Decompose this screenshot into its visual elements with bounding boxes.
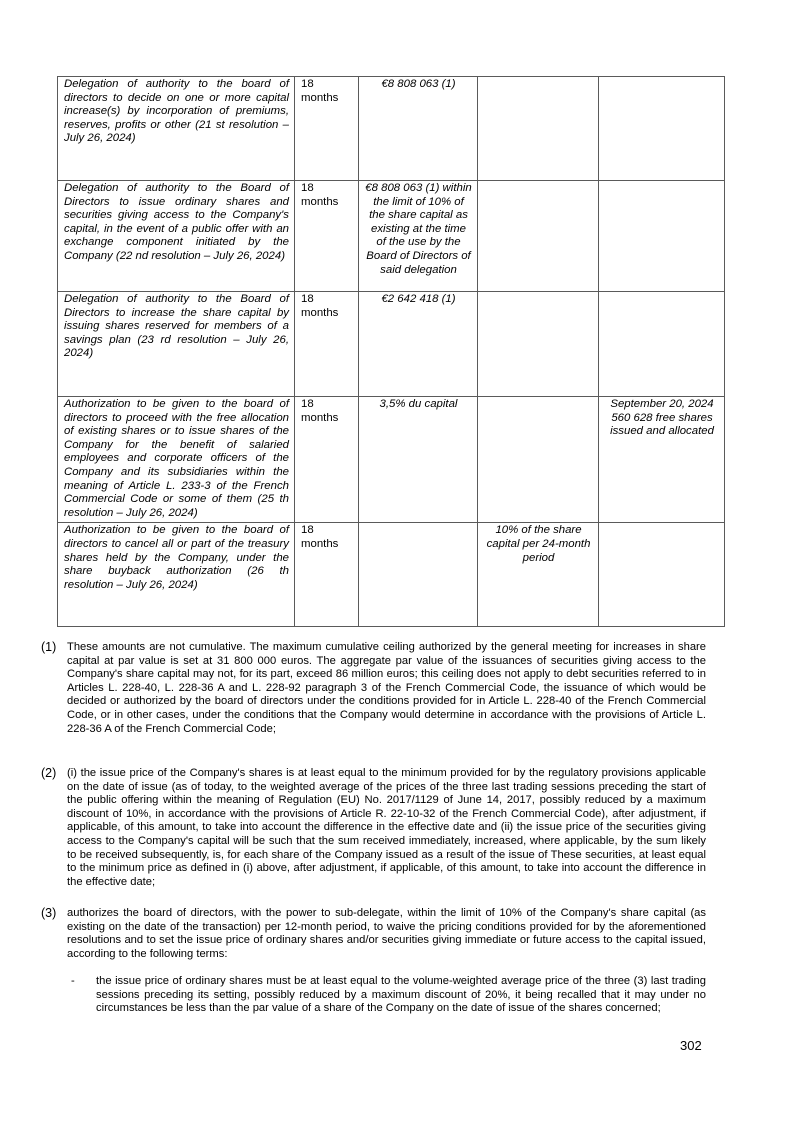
table-row <box>58 77 725 181</box>
table-cell-description: Delegation of authority to the board of directors to decide on one or more capital increase(s) by incorporation of premiums, reserves, profits or other (21 st resolution – July 26, 2024) <box>58 77 295 181</box>
table-cell-usage <box>599 181 725 292</box>
table-cell-usage <box>599 523 725 627</box>
table-cell-duration: 18 months <box>295 397 359 523</box>
table-cell-pricing: 10% of the share capital per 24-month period <box>478 523 599 627</box>
table-cell-pricing <box>478 77 599 181</box>
table-row <box>58 292 725 397</box>
delegations-table <box>57 76 725 627</box>
footnote-number: (1) <box>41 640 57 654</box>
table-cell-description: Delegation of authority to the Board of Directors to increase the share capital by issuing shares reserved for members of a savings plan (23 rd resolution – July 26, 2024) <box>58 292 295 397</box>
table-cell-pricing <box>478 397 599 523</box>
table-row <box>58 181 725 292</box>
table-cell-ceiling: €8 808 063 (1) within the limit of 10% of the share capital as existing at the time of the use by the Board of Directors of said delegation <box>359 181 478 292</box>
table-cell-usage <box>599 292 725 397</box>
table-cell-duration: 18 months <box>295 181 359 292</box>
bullet-item <box>71 975 706 1016</box>
bullet-text: the issue price of ordinary shares must be at least equal to the volume-weighted average price of the three (3) last trading sessions preceding its setting, possibly reduced by a maximum discount of 20%, it being recalled that it may under no circumstances be less than the par value of a share of the Company on the date of issue of the shares concerned; <box>96 975 706 1015</box>
table-cell-description: Authorization to be given to the board of directors to proceed with the free allocation of existing shares or to issue shares of the Company for the benefit of salaried employees and corporate officers of the Company and its subsidiaries within the meaning of Article L. 233-3 of the French Commercial Code or some of them (25 th resolution – July 26, 2024) <box>58 397 295 523</box>
footnote-3 <box>41 907 706 961</box>
table-cell-ceiling: €8 808 063 (1) <box>359 77 478 181</box>
footnote-2 <box>41 767 706 889</box>
table-row <box>58 523 725 627</box>
table-cell-pricing <box>478 292 599 397</box>
table-cell-ceiling: 3,5% du capital <box>359 397 478 523</box>
table-cell-description: Authorization to be given to the board of directors to cancel all or part of the treasury shares held by the Company, under the share buyback authorization (26 th resolution – July 26, 2024) <box>58 523 295 627</box>
table-cell-usage <box>599 77 725 181</box>
table-cell-ceiling <box>359 523 478 627</box>
table-cell-duration: 18 months <box>295 523 359 627</box>
table-cell-usage: September 20, 2024 560 628 free shares issued and allocated <box>599 397 725 523</box>
footnote-text: authorizes the board of directors, with the power to sub-delegate, within the limit of 10% of the Company's share capital (as existing on the date of the transaction) per 12-month period, to waive the pricing conditions provided for by the aforementioned resolutions and to set the issue price of ordinary shares and/or securities giving immediate or future access to the capital issued, according to the following terms: <box>67 907 706 960</box>
table-cell-pricing <box>478 181 599 292</box>
footnote-1 <box>41 641 706 736</box>
bullet-marker: - <box>71 975 75 987</box>
footnote-text: These amounts are not cumulative. The maximum cumulative ceiling authorized by the general meeting for increases in share capital at par value is set at 31 800 000 euros. The aggregate par value of the issuances of securities giving access to the Company's share capital may not, for its part, exceed 86 million euros; this ceiling does not apply to debt securities referred to in Articles L. 228-40, L. 228-36 A and L. 228-92 paragraph 3 of the French Commercial Code, the issuance of which would be decided or authorized by the board of directors under the conditions provided for in Article L. 228-40 of the French Commercial Code, or in other cases, under the conditions that the Company would determine in accordance with the provisions of Article L. 228-36 A of the French Commercial Code; <box>67 641 706 735</box>
footnote-text: (i) the issue price of the Company's shares is at least equal to the minimum provided for by the regulatory provisions applicable on the date of issue (as of today, to the weighted average of the prices of the three last trading sessions preceding the start of the public offering within the meaning of Regulation (EU) No. 2017/1129 of June 14, 2017, possibly reduced by a maximum discount of 10%, in accordance with the provisions of Article R. 22-10-32 of the French Commercial Code), after adjustment, if applicable, of this amount, to take into account the difference in the effective date and (ii) the issue price of the securities giving access to the Company's capital will be such that the sum received immediately, increased, where applicable, by the sum likely to be received subsequently, is, for each share of the Company issued as a result of the issue of These securities, at least equal to the minimum price as defined in (i) above, after adjustment, if applicable, of this amount, to take into account the difference in the effective date; <box>67 767 706 888</box>
table-cell-duration: 18 months <box>295 77 359 181</box>
table-cell-duration: 18 months <box>295 292 359 397</box>
footnote-number: (3) <box>41 906 57 920</box>
table-cell-ceiling: €2 642 418 (1) <box>359 292 478 397</box>
table-row <box>58 397 725 523</box>
page-number: 302 <box>680 1038 702 1053</box>
table-cell-description: Delegation of authority to the Board of Directors to issue ordinary shares and securities giving access to the Company's capital, in the event of a public offer with an exchange component initiated by the Company (22 nd resolution – July 26, 2024) <box>58 181 295 292</box>
footnote-number: (2) <box>41 766 57 780</box>
